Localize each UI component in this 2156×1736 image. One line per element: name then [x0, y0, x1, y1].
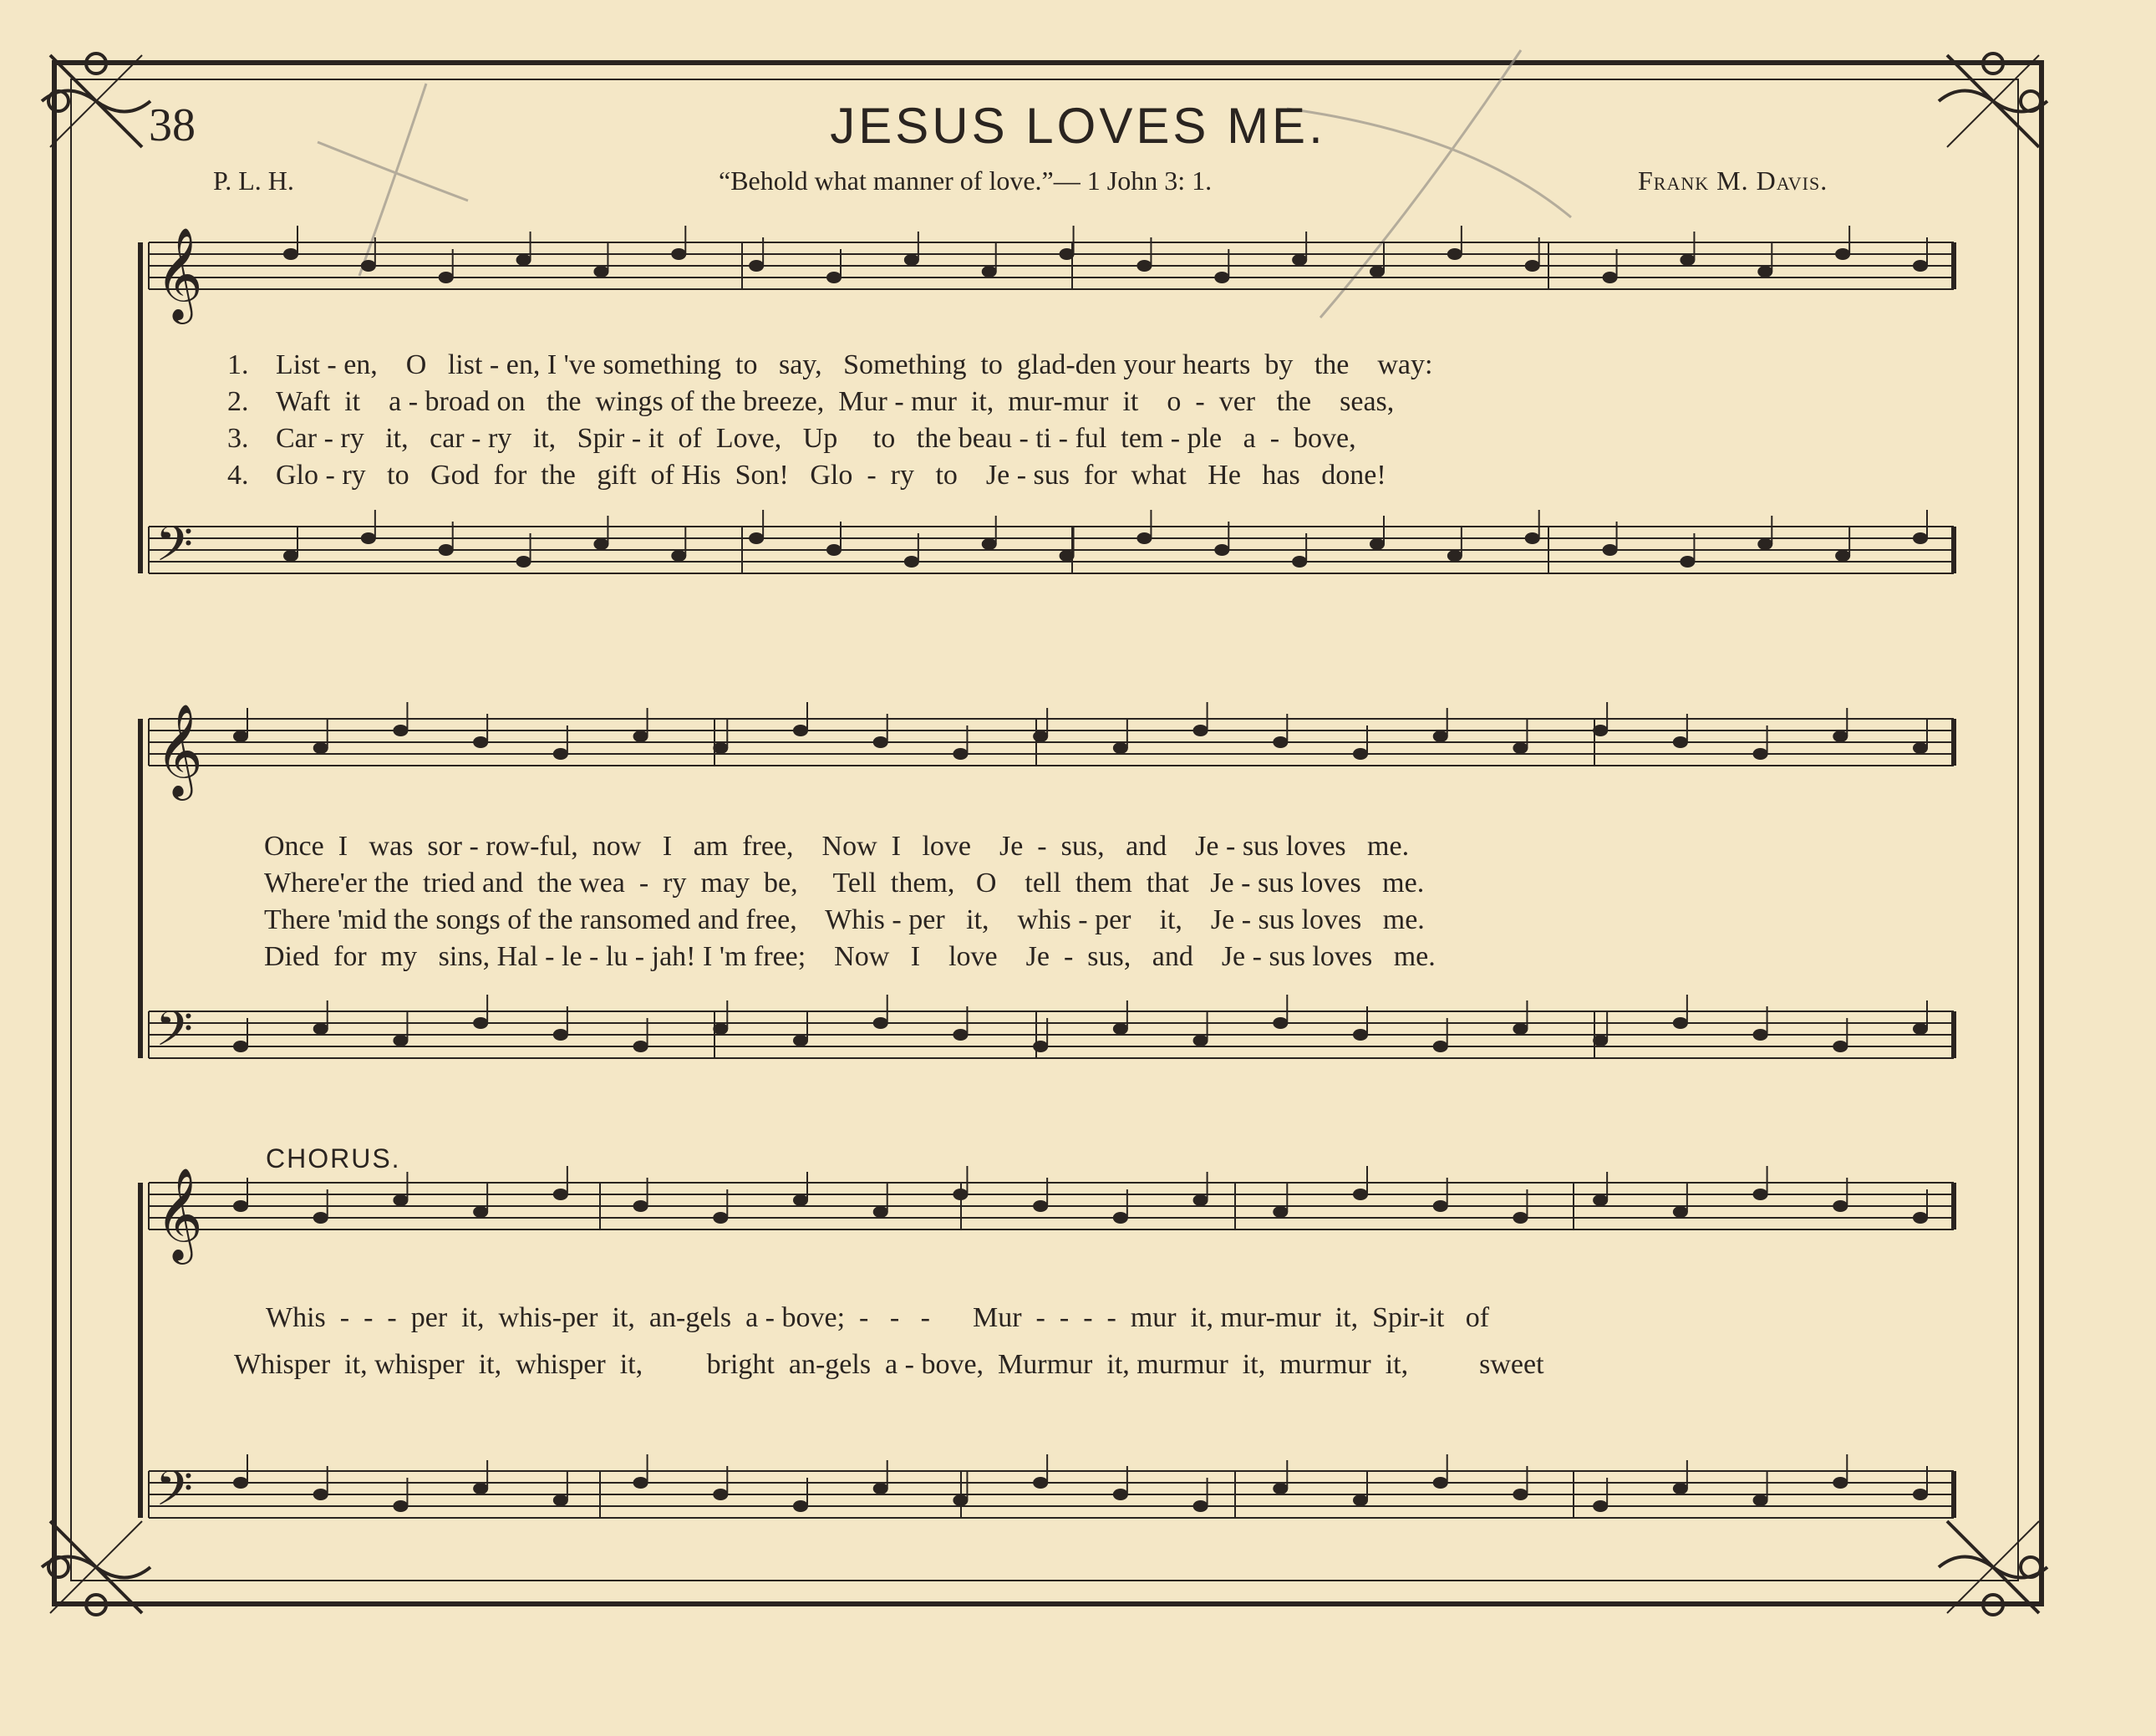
note-head: [1913, 532, 1928, 544]
note-head: [1193, 725, 1208, 736]
note-head: [473, 1206, 488, 1218]
verse-number: 3.: [227, 423, 249, 454]
lyric-line: Whis - - - per it, whis-per it, an-gels a - bove; - - - Mur - - - - mur it, mur-mur it, Spir-it of: [266, 1302, 1490, 1333]
note-head: [313, 1023, 328, 1035]
note-head: [1292, 254, 1307, 266]
note-head: [904, 556, 919, 568]
note-head: [633, 1041, 648, 1052]
note-head: [904, 254, 919, 266]
note-head: [1673, 1017, 1688, 1029]
note-head: [1913, 1489, 1928, 1500]
note-head: [313, 1489, 328, 1500]
note-head: [1913, 742, 1928, 754]
note-head: [1525, 260, 1540, 272]
hymn-title: JESUS LOVES ME.: [830, 98, 1326, 154]
note-head: [1353, 1494, 1368, 1506]
note-head: [393, 1194, 408, 1206]
note-head: [553, 748, 568, 760]
verse-number: 2.: [227, 386, 249, 417]
note-head: [1603, 544, 1618, 556]
note-head: [1913, 260, 1928, 272]
note-head: [361, 532, 376, 544]
note-head: [1835, 550, 1850, 562]
note-head: [1273, 1483, 1288, 1494]
note-head: [1292, 556, 1307, 568]
note-head: [713, 1212, 728, 1224]
note-head: [439, 544, 454, 556]
note-head: [1353, 748, 1368, 760]
note-head: [393, 725, 408, 736]
bass-clef-icon: 𝄢: [155, 516, 194, 584]
note-head: [1433, 1041, 1448, 1052]
note-head: [671, 550, 686, 562]
note-head: [1353, 1029, 1368, 1041]
bass-clef-icon: 𝄢: [155, 1460, 194, 1529]
note-head: [1113, 1212, 1128, 1224]
note-head: [233, 1041, 248, 1052]
scripture-epigraph: “Behold what manner of love.”— 1 John 3: 1.: [719, 165, 1213, 196]
note-head: [1753, 1189, 1768, 1200]
note-head: [1273, 736, 1288, 748]
note-head: [1060, 550, 1075, 562]
note-head: [793, 1194, 808, 1206]
note-head: [1757, 538, 1772, 550]
note-head: [1673, 1206, 1688, 1218]
note-head: [793, 725, 808, 736]
treble-clef-icon: 𝄞: [155, 227, 203, 320]
note-head: [1753, 1029, 1768, 1041]
note-head: [633, 731, 648, 742]
note-head: [1673, 736, 1688, 748]
note-head: [1273, 1206, 1288, 1218]
treble-clef-icon: 𝄞: [155, 1167, 203, 1260]
note-head: [593, 266, 608, 277]
note-head: [749, 532, 764, 544]
note-head: [953, 748, 968, 760]
note-head: [553, 1029, 568, 1041]
note-head: [1680, 556, 1695, 568]
note-head: [953, 1189, 968, 1200]
staff: [149, 510, 1954, 584]
note-head: [1680, 254, 1695, 266]
note-head: [473, 1483, 488, 1494]
note-head: [553, 1189, 568, 1200]
note-head: [1033, 731, 1048, 742]
lyric-line: Car - ry it, car - ry it, Spir - it of Love, Up to the beau - ti - ful tem - ple a - bove,: [276, 423, 1356, 454]
note-head: [1447, 550, 1462, 562]
note-head: [1447, 248, 1462, 260]
note-head: [283, 248, 298, 260]
note-head: [1753, 1494, 1768, 1506]
lyric-line: List - en, O list - en, I 've something to say, Something to glad-den your hearts by the way:: [276, 349, 1433, 380]
note-head: [1757, 266, 1772, 277]
staff: [149, 995, 1954, 1069]
note-head: [1033, 1477, 1048, 1489]
note-head: [671, 248, 686, 260]
note-head: [361, 260, 376, 272]
lyric-line: Died for my sins, Hal - le - lu - jah! I 'm free; Now I love Je - sus, and Je - sus loves me.: [264, 941, 1436, 972]
verse-number: 4.: [227, 460, 249, 491]
note-head: [1353, 1189, 1368, 1200]
note-head: [713, 742, 728, 754]
verse-number: 1.: [227, 349, 249, 380]
note-head: [713, 1489, 728, 1500]
note-head: [982, 538, 997, 550]
note-head: [1833, 1041, 1848, 1052]
note-head: [1513, 1489, 1528, 1500]
note-head: [1193, 1035, 1208, 1046]
note-head: [1673, 1483, 1688, 1494]
note-head: [1273, 1017, 1288, 1029]
note-head: [1193, 1194, 1208, 1206]
note-head: [473, 1017, 488, 1029]
page-number: 38: [149, 99, 196, 151]
note-head: [953, 1029, 968, 1041]
note-head: [1753, 748, 1768, 760]
note-head: [1833, 1200, 1848, 1212]
note-head: [1214, 272, 1229, 283]
note-head: [516, 556, 531, 568]
note-head: [1593, 1194, 1608, 1206]
note-head: [1193, 1500, 1208, 1512]
note-head: [233, 1200, 248, 1212]
lyric-line: There 'mid the songs of the ransomed and free, Whis - per it, whis - per it, Je - sus loves me.: [264, 904, 1425, 935]
note-head: [1370, 538, 1385, 550]
composer-credit: Frank M. Davis.: [1638, 165, 1828, 196]
note-head: [1593, 1500, 1608, 1512]
note-head: [283, 550, 298, 562]
note-head: [439, 272, 454, 283]
note-head: [1513, 742, 1528, 754]
note-head: [1833, 731, 1848, 742]
note-head: [873, 1017, 888, 1029]
note-head: [793, 1035, 808, 1046]
note-head: [1433, 731, 1448, 742]
chorus-label: CHORUS.: [266, 1143, 401, 1173]
note-head: [713, 1023, 728, 1035]
note-head: [749, 260, 764, 272]
note-head: [873, 1206, 888, 1218]
note-head: [593, 538, 608, 550]
note-head: [393, 1035, 408, 1046]
staff: [149, 702, 1954, 801]
note-head: [1513, 1023, 1528, 1035]
note-head: [873, 736, 888, 748]
lyric-line: Once I was sor - row-ful, now I am free, Now I love Je - sus, and Je - sus loves me.: [264, 831, 1410, 862]
bass-clef-icon: 𝄢: [155, 1000, 194, 1069]
lyric-line: Waft it a - broad on the wings of the breeze, Mur - mur it, mur-mur it o - ver the seas,: [276, 386, 1395, 417]
note-head: [633, 1477, 648, 1489]
treble-clef-icon: 𝄞: [155, 703, 203, 797]
note-head: [233, 731, 248, 742]
note-head: [1433, 1200, 1448, 1212]
note-head: [1033, 1041, 1048, 1052]
note-head: [1214, 544, 1229, 556]
note-head: [1593, 1035, 1608, 1046]
note-head: [953, 1494, 968, 1506]
lyric-line: Glo - ry to God for the gift of His Son! Glo - ry to Je - sus for what He has done!: [276, 460, 1386, 491]
note-head: [1033, 1200, 1048, 1212]
note-head: [233, 1477, 248, 1489]
note-head: [793, 1500, 808, 1512]
staff: [149, 226, 1954, 324]
note-head: [313, 1212, 328, 1224]
lyric-line: Where'er the tried and the wea - ry may be, Tell them, O tell them that Je - sus loves me.: [264, 868, 1425, 899]
note-head: [1913, 1023, 1928, 1035]
note-head: [1113, 1023, 1128, 1035]
note-head: [1513, 1212, 1528, 1224]
note-head: [1060, 248, 1075, 260]
note-head: [873, 1483, 888, 1494]
note-head: [1433, 1477, 1448, 1489]
note-head: [1136, 532, 1152, 544]
lyricist-credit: P. L. H.: [213, 165, 294, 196]
note-head: [393, 1500, 408, 1512]
note-head: [553, 1494, 568, 1506]
note-head: [1525, 532, 1540, 544]
note-head: [826, 272, 842, 283]
note-head: [826, 544, 842, 556]
staff: [149, 1166, 1954, 1265]
note-head: [1603, 272, 1618, 283]
note-head: [1113, 1489, 1128, 1500]
note-head: [633, 1200, 648, 1212]
note-head: [1913, 1212, 1928, 1224]
note-head: [1370, 266, 1385, 277]
note-head: [1136, 260, 1152, 272]
lyric-line: Whisper it, whisper it, whisper it, bright an-gels a - bove, Murmur it, murmur it, murmur it, sweet: [234, 1349, 1544, 1380]
note-head: [982, 266, 997, 277]
note-head: [1113, 742, 1128, 754]
note-head: [1833, 1477, 1848, 1489]
staff: [149, 1454, 1954, 1529]
note-head: [516, 254, 531, 266]
note-head: [473, 736, 488, 748]
note-head: [1835, 248, 1850, 260]
note-head: [1593, 725, 1608, 736]
note-head: [313, 742, 328, 754]
